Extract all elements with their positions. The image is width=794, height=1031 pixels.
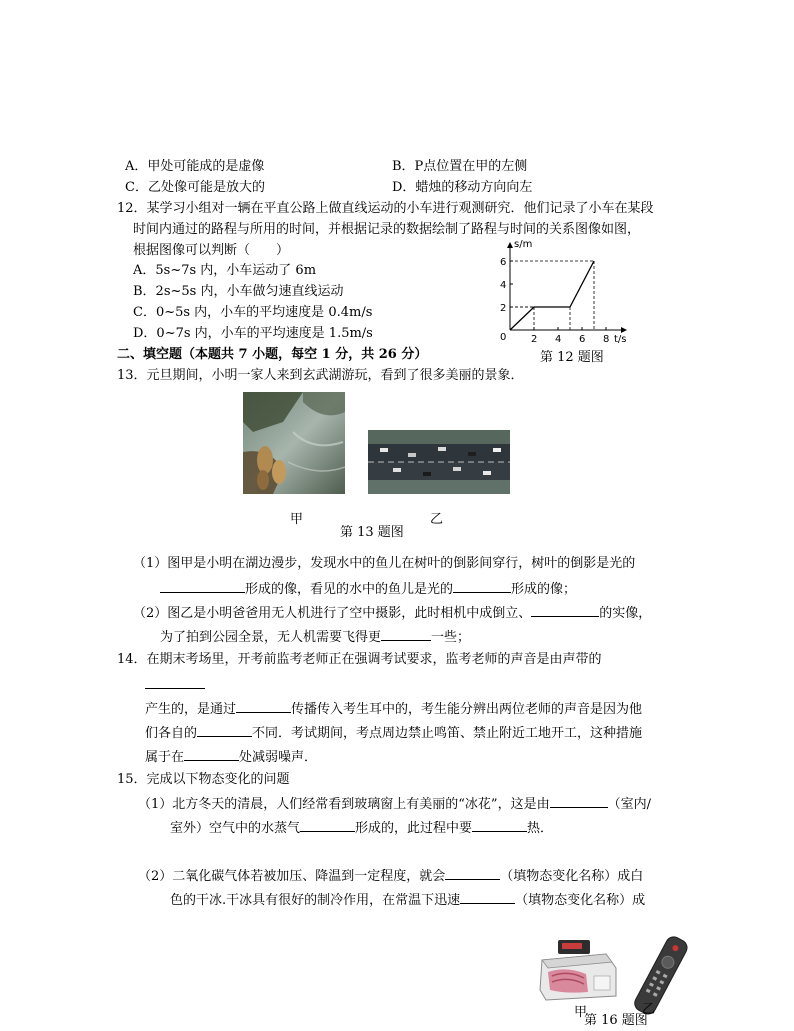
q15-p1-line1: （1）北方冬天的清晨，人们经常看到玻璃窗上有美丽的“冰花”，这是由 （室内/ [138, 793, 651, 815]
q12-st-graph [492, 236, 672, 346]
q13-photo-lake [243, 392, 345, 494]
blank [381, 626, 431, 641]
blank [445, 865, 500, 880]
q11-option-a: A．甲处可能成的是虚像 [125, 157, 264, 177]
q13-p1-line2: 形成的像，看见的水中的鱼儿是光的 形成的像； [160, 578, 576, 600]
blank [550, 793, 608, 808]
q13-p2-line2: 为了拍到公园全景，无人机需要飞得更 一些； [160, 626, 470, 648]
x-tick-label: 8 [603, 334, 609, 345]
q12-option-c: C．0~5s 内，小车的平均速度是 0.4m/s [133, 303, 372, 323]
st-data-line [510, 261, 594, 330]
q12-stem-line3: 根据图像可以判断（ ） [133, 241, 289, 261]
q13-label-yi: 乙 [430, 510, 443, 530]
blank [145, 688, 205, 689]
blank [531, 602, 599, 617]
q14-line5: 属于在 处减弱噪声． [145, 746, 317, 768]
q14-line3: 产生的，是通过 传播传入考生耳中的，考生能分辨出两位老师的声音是因为他 [145, 698, 642, 720]
y-tick-label: 6 [500, 257, 506, 268]
blank [184, 746, 239, 761]
x-tick-label: 2 [531, 334, 537, 345]
q12-option-d: D．0~7s 内，小车的平均速度是 1.5m/s [133, 324, 373, 344]
y-tick-label: 2 [500, 303, 506, 314]
q11-option-d: D．蜡烛的移动方向向左 [392, 178, 532, 198]
q12-option-a: A．5s~7s 内，小车运动了 6m [133, 261, 316, 281]
q13-label-jia: 甲 [290, 510, 303, 530]
x-tick-label: 6 [579, 334, 585, 345]
q11-option-b: B．P点位置在甲的左侧 [392, 157, 527, 177]
q16-remote-control-image [628, 932, 692, 1018]
blank [300, 817, 355, 832]
blank [160, 578, 245, 593]
blank [472, 817, 527, 832]
q12-option-b: B．2s~5s 内，小车做匀速直线运动 [133, 282, 343, 302]
q13-photo-aerial [368, 430, 510, 494]
q13-intro: 13．元旦期间，小明一家人来到玄武湖游玩，看到了很多美丽的景象． [117, 366, 524, 386]
q16-figure-caption: 第 16 题图 [584, 1011, 648, 1031]
q13-p2-line1: （2）图乙是小明爸爸用无人机进行了空中摄影，此时相机中成倒立、 的实像， [133, 602, 651, 624]
blank [453, 578, 511, 593]
blank [197, 722, 252, 737]
y-axis-label: s/m [514, 239, 532, 250]
origin-label: 0 [500, 332, 506, 343]
q15-p2-line2: 色的干冰.干冰具有很好的制冷作用，在常温下迅速 （填物态变化名称）成 [170, 889, 645, 911]
q11-option-c: C．乙处像可能是放大的 [125, 178, 265, 198]
x-axis-label: t/s [614, 334, 627, 345]
q12-stem-line1: 12．某学习小组对一辆在平直公路上做直线运动的小车进行观测研究．他们记录了小车在某段 [117, 199, 654, 219]
q15-p2-line1: （2）二氧化碳气体若被加压、降温到一定程度，就会 （填物态变化名称）成白 [138, 865, 643, 887]
q12-figure-caption: 第 12 题图 [540, 348, 604, 368]
x-tick-label: 4 [555, 334, 561, 345]
q13-p1-line1: （1）图甲是小明在湖边漫步，发现水中的鱼儿在树叶的倒影间穿行，树叶的倒影是光的 [133, 554, 635, 574]
q15-p1-line2: 室外）空气中的水蒸气 形成的，此过程中要 热． [170, 817, 553, 839]
q16-money-counter-image [536, 932, 620, 1004]
blank [460, 889, 515, 904]
q15-title: 15．完成以下物态变化的问题 [117, 770, 290, 790]
q16-label-jia: 甲 [574, 1003, 587, 1023]
q14-line4: 们各自的 不同．考试期间，考点周边禁止鸣笛、禁止附近工地开工，这种措施 [145, 722, 642, 744]
q14-line1: 14．在期末考场里，开考前监考老师正在强调考试要求，监考老师的声音是由声带的 [117, 650, 602, 670]
blank [236, 698, 291, 713]
q13-figure-caption: 第 13 题图 [340, 523, 404, 543]
q12-stem-line2: 时间内通过的路程与所用的时间，并根据记录的数据绘制了路程与时间的关系图像如图， [133, 220, 640, 240]
section2-title: 二、填空题（本题共 7 小题，每空 1 分，共 26 分） [117, 345, 427, 365]
q16-label-yi: 乙 [642, 1000, 655, 1020]
y-tick-label: 4 [500, 280, 506, 291]
